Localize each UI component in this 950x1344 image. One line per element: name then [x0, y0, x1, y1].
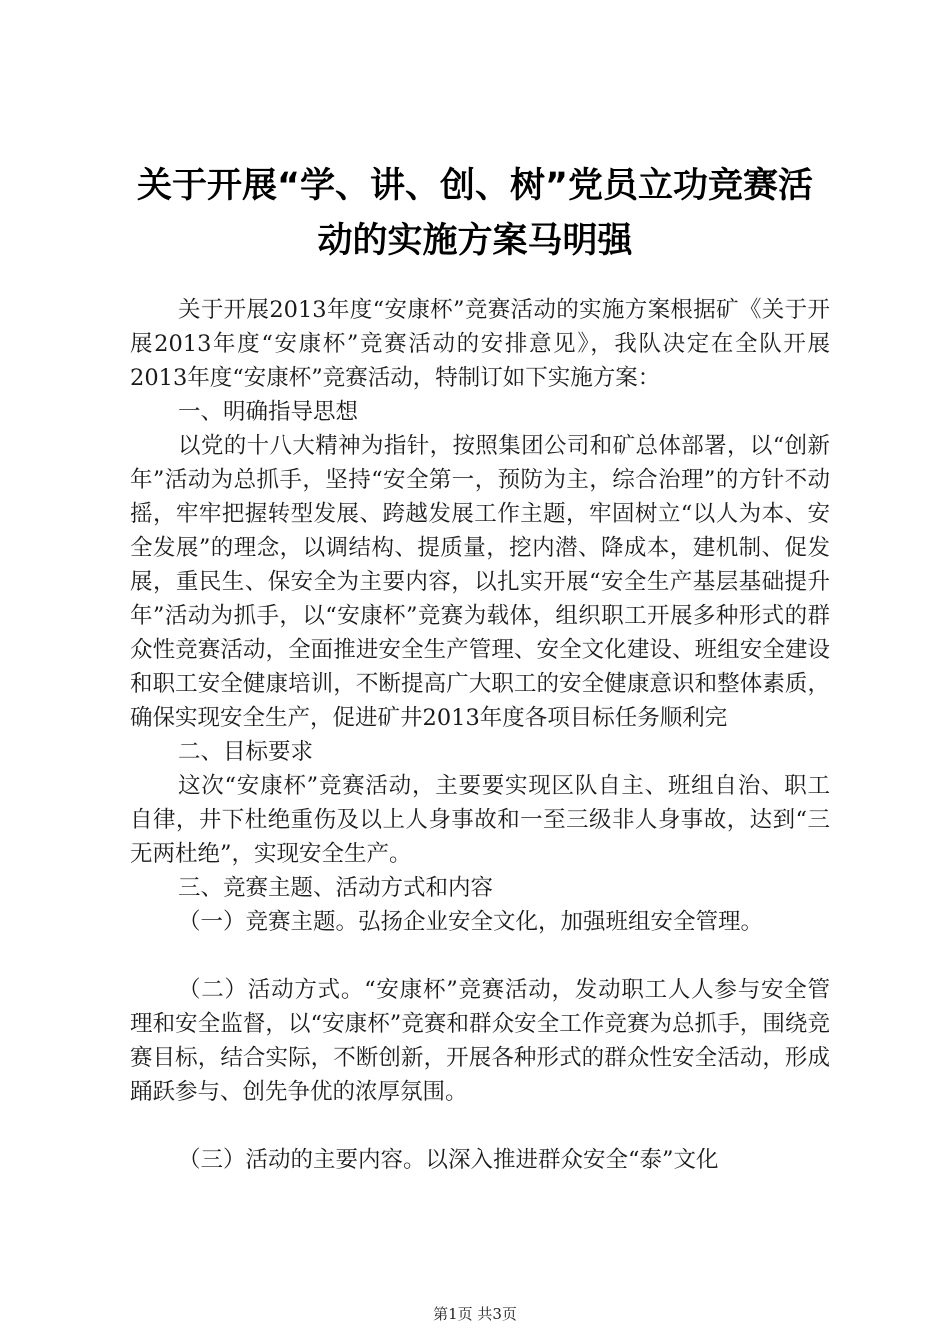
section-heading-2: 二、目标要求 — [178, 739, 314, 765]
guiding-thought-paragraph: 以党的十八大精神为指针，按照集团公司和矿总体部署，以“创新年”活动为总抓手，坚持“安全第一，预防为主，综合治理”的方针不动摇，牢牢把握转型发展、跨越发展工作主题，牢固树立“以人为本、安全发展”的理念，以调结构、提质量，挖内潜、降成本，建机制、促发展，重民生、保安全为主要内容，以扎实开展“安全生产基层基础提升年”活动为抓手，以“安康杯”竞赛为载体，组织职工开展多种形式的群众性竞赛活动，全面推进安全生产管理、安全文化建设、班组安全建设和职工安全健康培训，不断提高广大职工的安全健康意识和整体素质，确保实现安全生产，促进矿井2013年度各项目标任务顺利完 — [130, 433, 830, 731]
section-heading-1: 一、明确指导思想 — [178, 399, 359, 425]
goals-paragraph: 这次“安康杯”竞赛活动，主要要实现区队自主、班组自治、职工自律，井下杜绝重伤及以上人身事故和一至三级非人身事故，达到“三无两杜绝”，实现安全生产。 — [130, 773, 830, 867]
page-number-footer: 第1页 共3页 — [433, 1305, 517, 1323]
subsection-theme: （一）竞赛主题。弘扬企业安全文化，加强班组安全管理。 — [178, 909, 764, 935]
document-title-line-2: 动的实施方案马明强 — [317, 221, 633, 261]
section-heading-3: 三、竞赛主题、活动方式和内容 — [178, 875, 494, 901]
subsection-content: （三）活动的主要内容。以深入推进群众安全“泰”文化 — [178, 1147, 719, 1173]
document-body — [130, 293, 830, 1177]
subsection-method: （二）活动方式。“安康杯”竞赛活动，发动职工人人参与安全管理和安全监督，以“安康杯”竞赛和群众安全工作竞赛为总抓手，围绕竞赛目标，结合实际，不断创新，开展各种形式的群众性安全活动，形成踊跃参与、创先争优的浓厚氛围。 — [130, 977, 830, 1105]
document-title-line-1: 关于开展“学、讲、创、树”党员立功竞赛活 — [136, 166, 813, 206]
intro-paragraph: 关于开展2013年度“安康杯”竞赛活动的实施方案根据矿《关于开展2013年度“安康杯”竞赛活动的安排意见》，我队决定在全队开展2013年度“安康杯”竞赛活动，特制订如下实施方案： — [130, 297, 830, 391]
